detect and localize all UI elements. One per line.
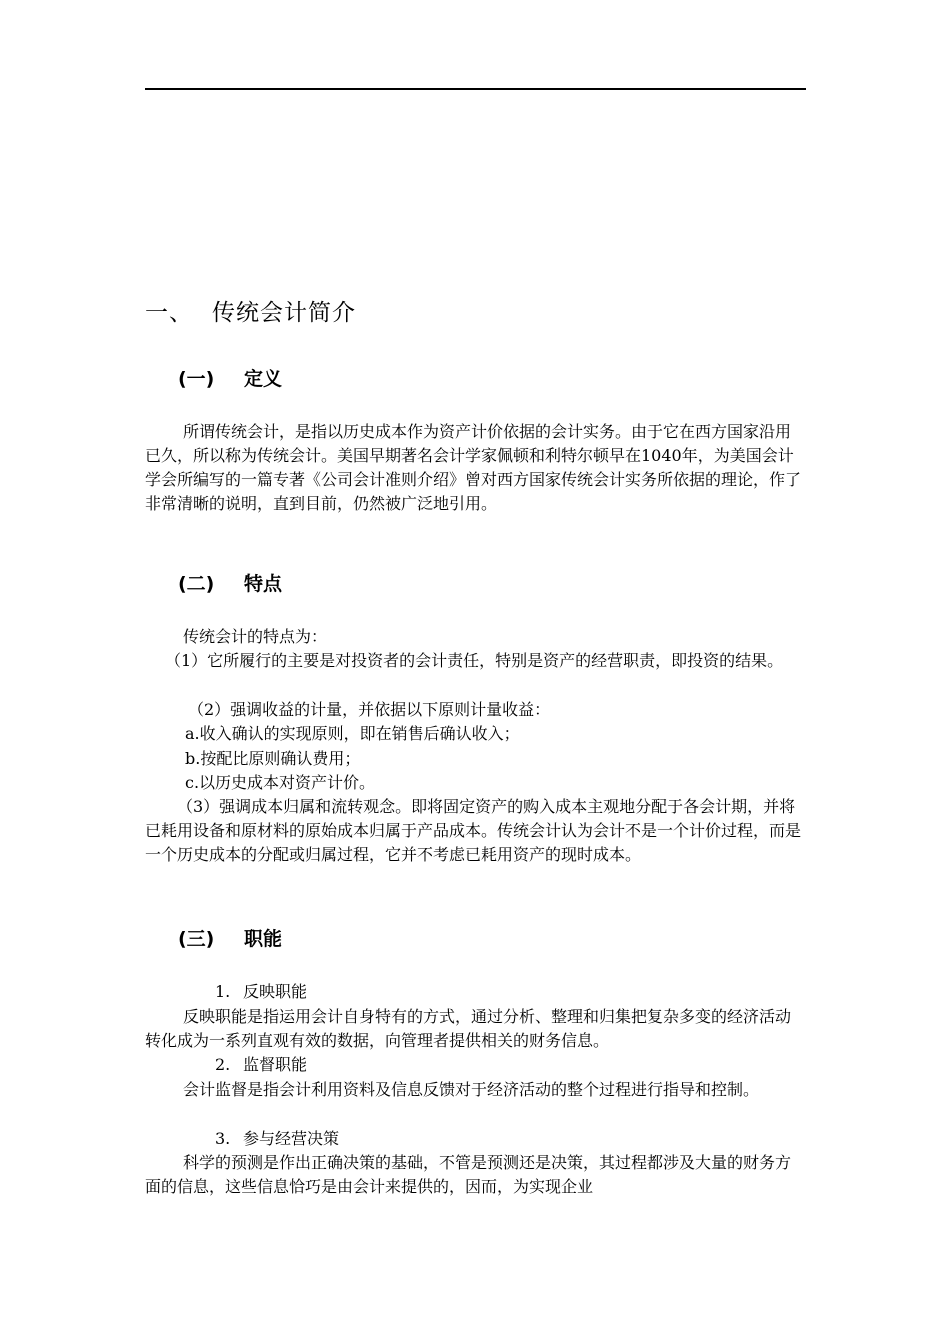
subsection-heading-features [178, 569, 282, 596]
function-number: 1. [215, 982, 231, 1001]
function-text-supervise: 会计监督是指会计利用资料及信息反馈对于经济活动的整个过程进行指导和控制。 [183, 1080, 760, 1099]
feature-sub-c: c.以历史成本对资产计价。 [185, 773, 376, 792]
subsection-number: (三) [178, 928, 215, 950]
function-item-supervise [215, 1053, 307, 1077]
function-item-decision [215, 1127, 339, 1151]
feature-point-1: （1）它所履行的主要是对投资者的会计责任，特别是资产的经营职责，即投资的结果。 [165, 651, 784, 670]
subsection-number: (一) [178, 368, 215, 390]
function-number: 2. [215, 1055, 231, 1074]
section-title: 传统会计简介 [212, 300, 356, 326]
header-rule [145, 88, 806, 90]
subsection-heading-functions [178, 924, 282, 951]
section-number: 一、 [145, 300, 193, 326]
subsection-title: 定义 [244, 368, 283, 390]
feature-point-3: （3）强调成本归属和流转观念。即将固定资产的购入成本主观地分配于各会计期，并将已耗用设备和原材料的原始成本归属于产品成本。传统会计认为会计不是一个计价过程，而是一个历史成本的分配或归属过程，它并不考虑已耗用资产的现时成本。 [145, 797, 802, 864]
function-title: 反映职能 [243, 982, 308, 1001]
subsection-title: 特点 [244, 573, 283, 595]
section-heading [145, 294, 356, 327]
features-intro: 传统会计的特点为： [183, 627, 328, 646]
function-title: 监督职能 [243, 1055, 308, 1074]
subsection-title: 职能 [244, 928, 283, 950]
function-title: 参与经营决策 [243, 1129, 340, 1148]
subsection-heading-definition [178, 364, 282, 391]
feature-sub-a: a.收入确认的实现原则，即在销售后确认收入； [185, 724, 520, 743]
function-number: 3. [215, 1129, 231, 1148]
feature-sub-b: b.按配比原则确认费用； [185, 749, 361, 768]
function-item-reflect [215, 980, 307, 1004]
definition-paragraph: 所谓传统会计，是指以历史成本作为资产计价依据的会计实务。由于它在西方国家沿用已久，所以称为传统会计。美国早期著名会计学家佩顿和利特尔顿早在1040年，为美国会计学会所编写的一篇专著《公司会计准则介绍》曾对西方国家传统会计实务所依据的理论，作了非常清晰的说明，直到目前，仍然被广泛地引用。 [145, 422, 802, 513]
feature-point-2: （2）强调收益的计量，并依据以下原则计量收益： [188, 700, 551, 719]
function-text-reflect: 反映职能是指运用会计自身特有的方式，通过分析、整理和归集把复杂多变的经济活动转化成为一系列直观有效的数据，向管理者提供相关的财务信息。 [145, 1007, 792, 1050]
subsection-number: (二) [178, 573, 215, 595]
function-text-decision: 科学的预测是作出正确决策的基础，不管是预测还是决策，其过程都涉及大量的财务方面的信息，这些信息恰巧是由会计来提供的，因而，为实现企业 [145, 1153, 792, 1196]
